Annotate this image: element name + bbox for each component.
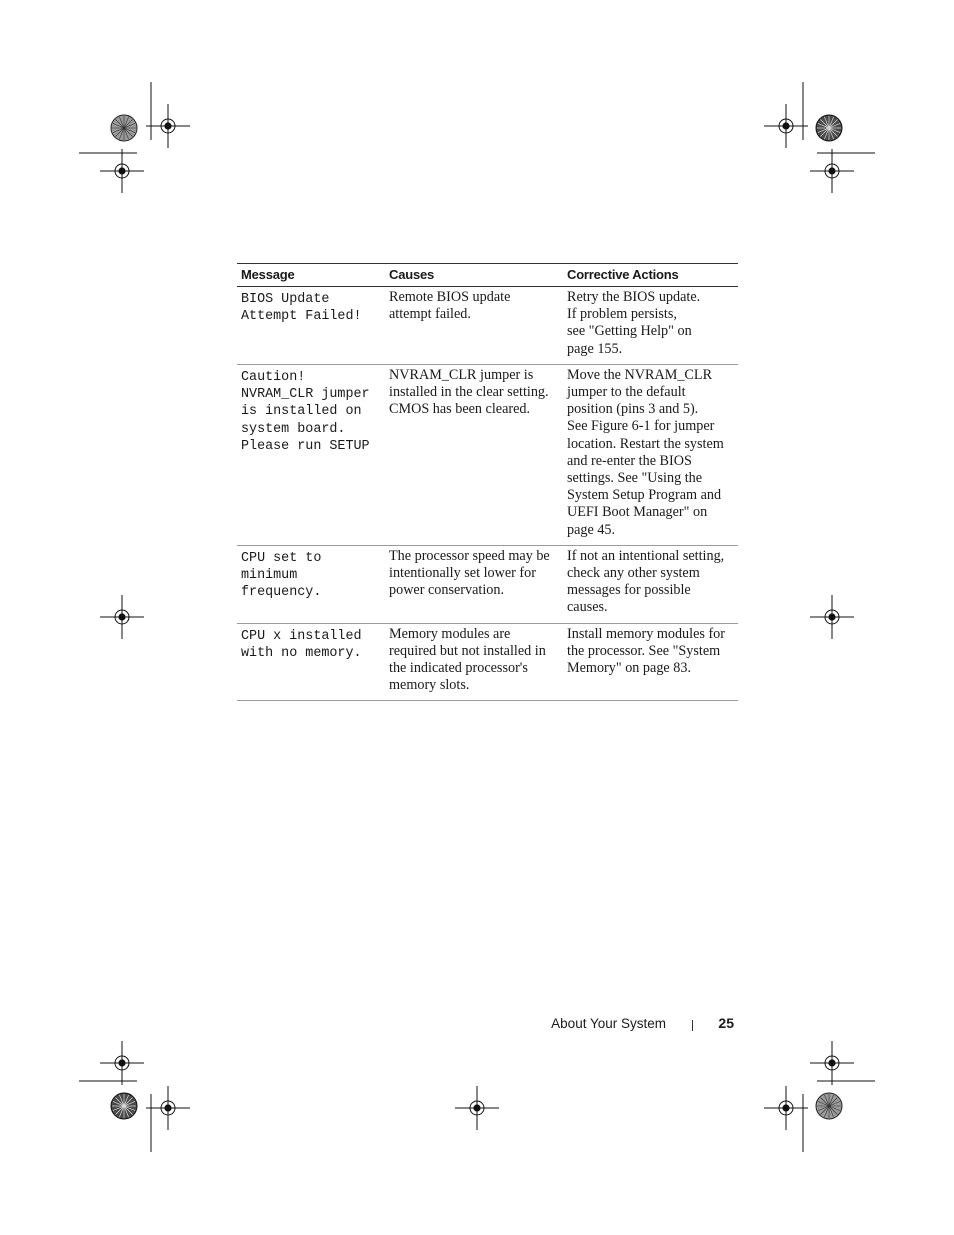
- actions-cell: Retry the BIOS update. If problem persists, see "Getting Help" on page 155.: [563, 287, 738, 365]
- header-row: [237, 264, 738, 287]
- causes-cell: The processor speed may be intentionally set lower for power conservation.: [385, 545, 563, 623]
- page-number: 25: [718, 1015, 734, 1031]
- actions-cell: Move the NVRAM_CLR jumper to the default position (pins 3 and 5). See Figure 6-1 for jumper location. Restart the system and re-enter the BIOS settings. See "Using the System Setup Program and UEFI Boot Manager" on page 45.: [563, 364, 738, 545]
- actions-cell: If not an intentional setting, check any other system messages for possible causes.: [563, 545, 738, 623]
- table-body: [237, 287, 738, 701]
- table-row: [237, 623, 738, 701]
- message-cell: CPU x installed with no memory.: [237, 623, 385, 701]
- table-row: [237, 364, 738, 545]
- actions-cell: Install memory modules for the processor. See "System Memory" on page 83.: [563, 623, 738, 701]
- message-cell: BIOS Update Attempt Failed!: [237, 287, 385, 365]
- message-cell: CPU set to minimum frequency.: [237, 545, 385, 623]
- causes-cell: Memory modules are required but not installed in the indicated processor's memory slots.: [385, 623, 563, 701]
- header-causes: Causes: [385, 264, 563, 287]
- message-cell: Caution! NVRAM_CLR jumper is installed on system board. Please run SETUP: [237, 364, 385, 545]
- footer-divider: [692, 1020, 693, 1031]
- header-corrective-actions: Corrective Actions: [563, 264, 738, 287]
- table-header: [237, 264, 738, 287]
- header-message: Message: [237, 264, 385, 287]
- table-row: [237, 287, 738, 365]
- footer-section-title: About Your System: [551, 1016, 666, 1031]
- causes-cell: Remote BIOS update attempt failed.: [385, 287, 563, 365]
- table-row: [237, 545, 738, 623]
- causes-cell: NVRAM_CLR jumper is installed in the clear setting. CMOS has been cleared.: [385, 364, 563, 545]
- page-footer: [520, 1015, 738, 1035]
- system-messages-table: [237, 263, 738, 701]
